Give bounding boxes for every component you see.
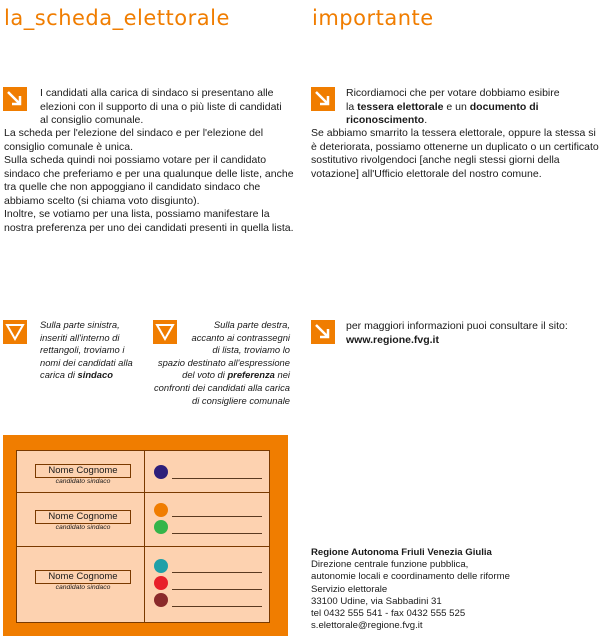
text-line: elezioni con il supporto di una o più liste di candidati xyxy=(40,100,282,113)
text-line: rettangoli, troviamo i xyxy=(40,344,125,356)
body-paragraph xyxy=(4,127,294,235)
section-title-scheda: la_scheda_elettorale xyxy=(4,6,230,30)
text-line: la xyxy=(346,100,358,113)
list-symbol xyxy=(154,559,168,573)
text-line: autonomie locali e coordinamento delle riforme xyxy=(311,571,510,583)
text-line: Se abbiamo smarrito la tessera elettorale, oppure la stessa si xyxy=(311,127,596,139)
info-paragraph xyxy=(346,320,568,347)
importante-intro xyxy=(346,87,560,128)
candidate-name-box: Nome Cognome xyxy=(35,510,131,524)
list-symbol xyxy=(154,593,168,607)
note-sindaco xyxy=(40,319,133,382)
text-line: carica di xyxy=(40,369,78,381)
text-line: abbiamo scelto (si chiama voto disgiunto). xyxy=(4,194,200,207)
triangle-icon xyxy=(3,320,27,344)
candidate-caption: candidato sindaco xyxy=(55,524,111,531)
preference-line xyxy=(172,606,262,607)
text-line: . xyxy=(424,114,428,126)
candidate-name-box: Nome Cognome xyxy=(35,464,131,478)
text-line: Inoltre, se votiamo per una lista, possiamo manifestare la xyxy=(4,208,270,220)
text-line: Ricordiamoci che per votare dobbiamo esibire xyxy=(346,87,560,99)
text-line: tra quelle che non appoggiano il candidato sindaco che xyxy=(4,181,261,193)
text-line: al consiglio comunale. xyxy=(40,114,144,126)
text-line: sindaco che preferiamo e per una qualunque delle liste, anche xyxy=(4,167,294,180)
text-line: consiglio comunale è unica. xyxy=(4,140,133,153)
text-line: Direzione centrale funzione pubblica, xyxy=(311,559,469,571)
ballot-row-separator xyxy=(17,492,269,493)
preference-line xyxy=(172,533,262,534)
text-line: è deteriorata, possiamo ottenerne un duplicato o un certificato xyxy=(311,140,599,153)
preference-line xyxy=(172,516,262,517)
text-line: Sulla parte destra, xyxy=(213,319,290,330)
text-line: 33100 Udine, via Sabbadini 31 xyxy=(311,595,442,607)
list-symbol xyxy=(154,520,168,534)
text-line: nomi dei candidati alla xyxy=(40,356,133,368)
text-line: di consigliere comunale xyxy=(192,394,290,406)
list-symbol xyxy=(154,465,168,479)
bold-term: sindaco xyxy=(77,369,113,381)
text-line: del voto di xyxy=(182,369,228,381)
text-line: Sulla scheda quindi noi possiamo votare per il candidato xyxy=(4,154,267,166)
text-line: I candidati alla carica di sindaco si presentano alle xyxy=(40,87,274,99)
text-line: nei xyxy=(274,369,290,381)
preference-line xyxy=(172,478,262,479)
ballot-sheet xyxy=(16,450,270,623)
text-line: tel 0432 555 541 - fax 0432 555 525 xyxy=(311,608,466,620)
arrow-icon xyxy=(311,320,335,344)
contact-block xyxy=(311,547,510,632)
text-line: sostitutivo rivolgendoci [anche negli stessi giorni della xyxy=(311,154,560,166)
contact-title: Regione Autonoma Friuli Venezia Giulia xyxy=(311,547,492,558)
bold-term: tessera elettorale xyxy=(357,100,444,113)
text-line: confronti dei candidati alla carica xyxy=(153,381,290,393)
candidate-name-box: Nome Cognome xyxy=(35,570,131,584)
text-line: di lista, troviamo lo xyxy=(212,344,290,356)
intro-paragraph xyxy=(40,87,282,128)
candidate-caption: candidato sindaco xyxy=(55,478,111,485)
contact-email[interactable]: s.elettorale@regione.fvg.it xyxy=(311,620,423,632)
importante-body xyxy=(311,127,599,181)
note-preferenza xyxy=(150,319,290,407)
bold-term: preferenza xyxy=(227,369,275,381)
text-line: Sulla parte sinistra, xyxy=(40,319,120,330)
website-link[interactable]: www.regione.fvg.it xyxy=(346,333,439,346)
text-line: votazione] all'Ufficio elettorale del nostro comune. xyxy=(311,167,542,180)
ballot-illustration xyxy=(3,435,288,636)
list-symbol xyxy=(154,503,168,517)
ballot-row-separator xyxy=(17,546,269,547)
bold-term: riconoscimento xyxy=(346,114,425,126)
text-line: spazio destinato all'espressione xyxy=(157,356,290,368)
list-symbol xyxy=(154,576,168,590)
candidate-caption: candidato sindaco xyxy=(55,584,111,591)
bold-term: documento di xyxy=(469,100,539,113)
text-line: e un xyxy=(443,100,470,113)
text-line: inseriti all'interno di xyxy=(40,331,120,343)
ballot-divider xyxy=(144,451,145,622)
text-line: per maggiori informazioni puoi consultare il sito: xyxy=(346,320,568,332)
section-title-importante: importante xyxy=(312,6,434,30)
preference-line xyxy=(172,589,262,590)
preference-line xyxy=(172,572,262,573)
arrow-icon xyxy=(3,87,27,111)
text-line: nostra preferenza per uno dei candidati presenti in quella lista. xyxy=(4,221,294,234)
text-line: Servizio elettorale xyxy=(311,583,388,595)
arrow-icon xyxy=(311,87,335,111)
text-line: La scheda per l'elezione del sindaco e per l'elezione del xyxy=(4,127,264,139)
text-line: accanto ai contrassegni xyxy=(191,331,290,343)
